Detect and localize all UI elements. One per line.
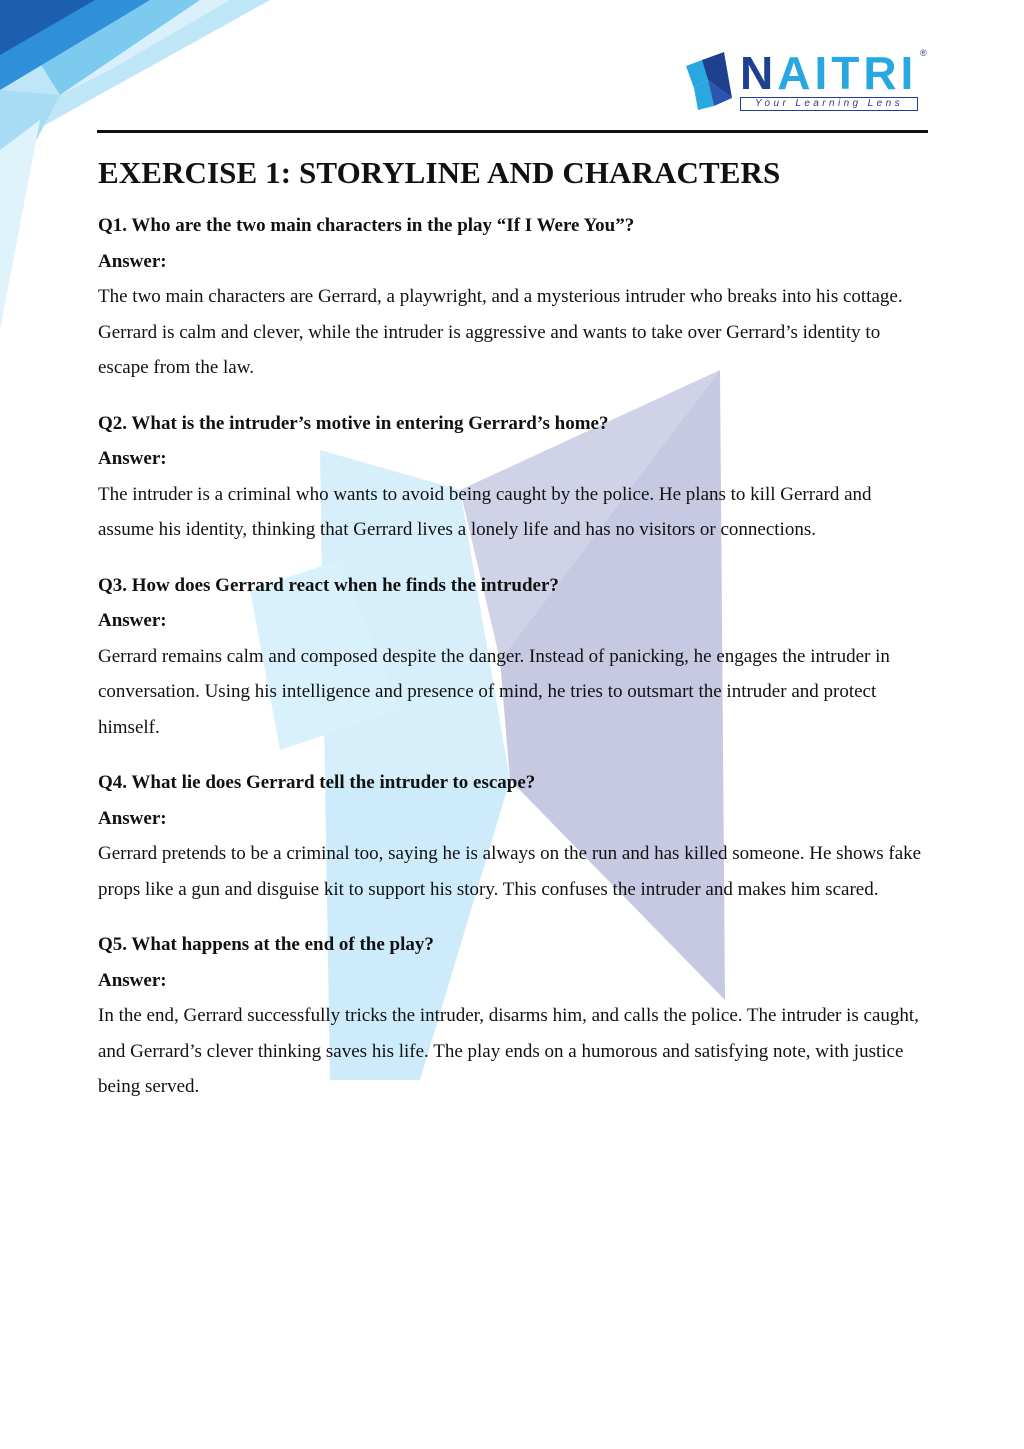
answer-label: Answer: [98, 610, 167, 631]
answer-text: Gerrard remains calm and composed despite the danger. Instead of panicking, he engages the intruder in conversation. Using his intelligence and presence of mind, he tries to outsmart the intruder and protect himself. [98, 645, 890, 738]
answer-label: Answer: [98, 807, 167, 829]
question-text: Q3. How does Gerrard react when he finds the intruder? [98, 574, 559, 596]
document-body [98, 154, 928, 1125]
answer-text: In the end, Gerrard successfully tricks the intruder, disarms him, and calls the police. The intruder is caught, and Gerrard’s clever thinking saves his life. The play ends on a humorous and satisfying note, with justice being served. [98, 1005, 919, 1097]
logo-mark-icon [684, 50, 736, 112]
qa-item-2 [98, 406, 928, 548]
answer-text: Gerrard pretends to be a criminal too, saying he is always on the run and has killed someone. He shows fake props like a gun and disguise kit to support his story. This confuses the intruder and makes him scared. [98, 843, 922, 900]
question-text: Q2. What is the intruder’s motive in entering Gerrard’s home? [98, 412, 609, 434]
brand-name: NAITRI [740, 47, 918, 99]
qa-item-5 [98, 927, 928, 1105]
brand-logo [684, 48, 934, 118]
answer-label: Answer: [98, 448, 167, 469]
answer-text: The two main characters are Gerrard, a playwright, and a mysterious intruder who breaks into his cottage. Gerrard is calm and clever, while the intruder is aggressive and wants to take over Gerrard’s identity to escape from the law. [98, 286, 903, 378]
qa-item-4 [98, 765, 928, 907]
header-divider [97, 130, 928, 133]
page-title: EXERCISE 1: STORYLINE AND CHARACTERS [98, 155, 781, 190]
question-text: Q4. What lie does Gerrard tell the intruder to escape? [98, 772, 536, 793]
registered-mark: ® [920, 48, 927, 58]
answer-label: Answer: [98, 969, 167, 991]
answer-text: The intruder is a criminal who wants to avoid being caught by the police. He plans to kill Gerrard and assume his identity, thinking that Gerrard lives a lonely life and has no visitors or connections. [98, 483, 872, 540]
question-text: Q1. Who are the two main characters in the play “If I Were You”? [98, 215, 635, 236]
question-text: Q5. What happens at the end of the play? [98, 934, 434, 955]
answer-label: Answer: [98, 250, 167, 272]
qa-item-1 [98, 208, 928, 386]
brand-tagline: Your Learning Lens [740, 97, 918, 111]
qa-item-3 [98, 568, 928, 746]
